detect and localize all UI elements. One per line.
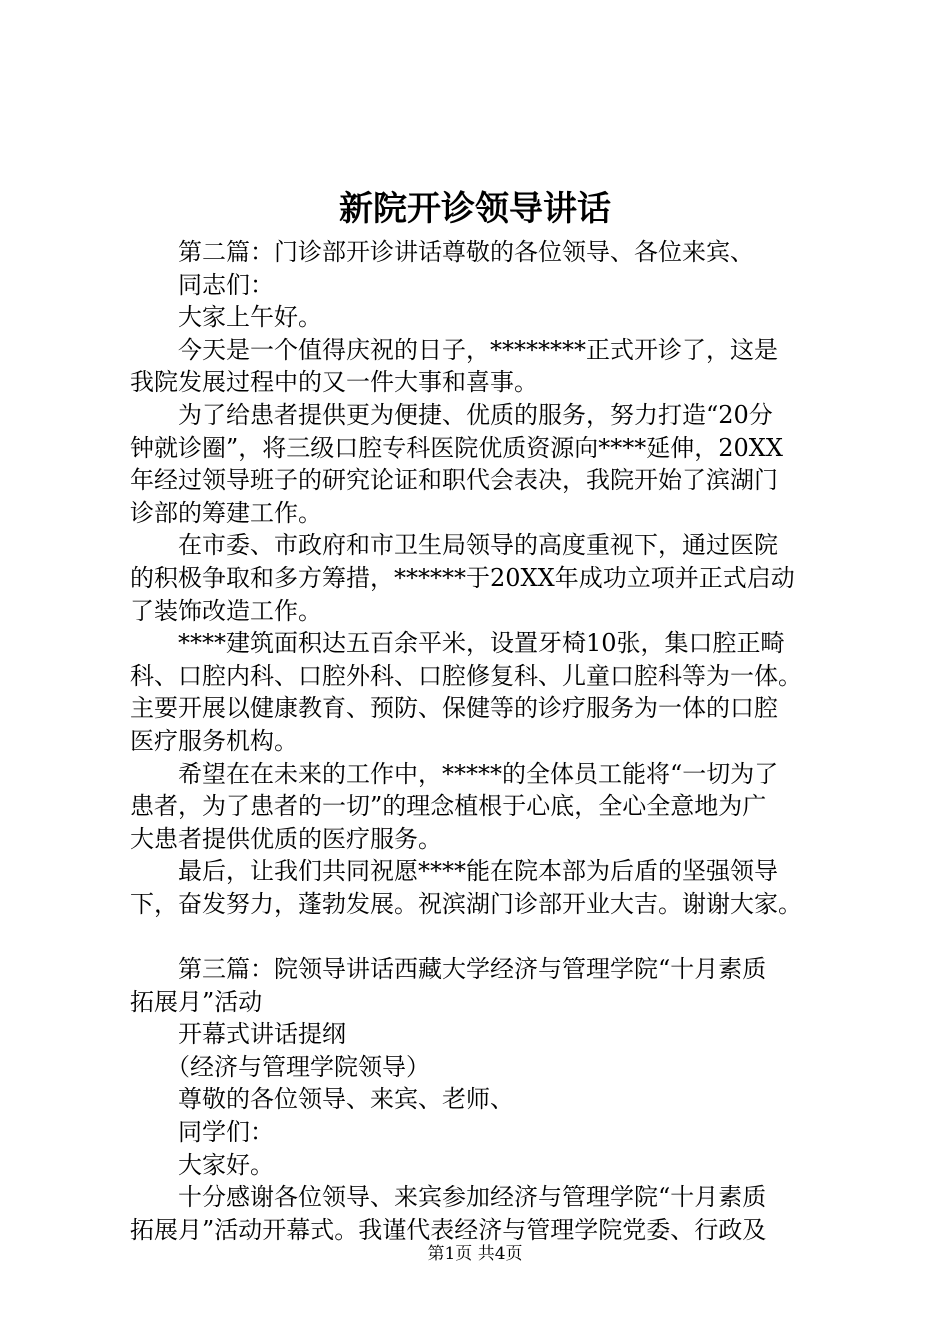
document-body xyxy=(130,236,830,1246)
text-line: 十分感谢各位领导、来宾参加经济与管理学院“十月素质 xyxy=(130,1183,767,1212)
text-line: 大家上午好。 xyxy=(130,303,322,332)
text-line: 大家好。 xyxy=(130,1150,274,1179)
text-line: 大患者提供优质的医疗服务。 xyxy=(130,824,442,853)
text-line: 我院发展过程中的又一件大事和喜事。 xyxy=(130,368,538,397)
text-line: 今天是一个值得庆祝的日子，********正式开诊了，这是 xyxy=(130,335,778,364)
text-line: 最后，让我们共同祝愿****能在院本部为后盾的坚强领导 xyxy=(130,857,778,886)
text-line: 开幕式讲话提纲 xyxy=(130,1020,346,1049)
text-line: 希望在在未来的工作中，*****的全体员工能将“一切为了 xyxy=(130,759,779,788)
text-line: 患者，为了患者的一切”的理念植根于心底，全心全意地为广 xyxy=(130,792,767,821)
text-line: 拓展月”活动开幕式。我谨代表经济与管理学院党委、行政及 xyxy=(130,1215,767,1244)
text-line: 第二篇：门诊部开诊讲话尊敬的各位领导、各位来宾、 xyxy=(130,238,754,266)
text-line: 科、口腔内科、口腔外科、口腔修复科、儿童口腔科等为一体。 xyxy=(130,661,802,690)
text-line: 第三篇：院领导讲话西藏大学经济与管理学院“十月素质 xyxy=(130,955,767,984)
text-line: 拓展月”活动 xyxy=(130,987,263,1016)
paragraph-gap xyxy=(130,920,830,953)
text-line: （经济与管理学院领导） xyxy=(130,1052,430,1081)
text-line: 年经过领导班子的研究论证和职代会表决，我院开始了滨湖门 xyxy=(130,466,778,495)
text-line: 同志们： xyxy=(130,270,274,299)
text-line: 为了给患者提供更为便捷、优质的服务，努力打造“20分 xyxy=(130,400,773,429)
text-line: 医疗服务机构。 xyxy=(130,726,298,755)
document-title: 新院开诊领导讲话 xyxy=(339,189,611,229)
text-line: ****建筑面积达五百余平米，设置牙椅10张，集口腔正畸 xyxy=(130,629,785,658)
text-line: 尊敬的各位领导、来宾、老师、 xyxy=(130,1085,514,1114)
text-line: 下，奋发努力，蓬勃发展。祝滨湖门诊部开业大吉。谢谢大家。 xyxy=(130,889,802,918)
text-line: 主要开展以健康教育、预防、保健等的诊疗服务为一体的口腔 xyxy=(130,694,778,723)
text-line: 在市委、市政府和市卫生局领导的高度重视下，通过医院 xyxy=(130,531,778,560)
text-line: 同学们： xyxy=(130,1118,274,1147)
text-line: 钟就诊圈”，将三级口腔专科医院优质资源向****延伸，20XX xyxy=(130,433,783,462)
page-footer: 第1页 共4页 xyxy=(427,1244,523,1264)
text-line: 诊部的筹建工作。 xyxy=(130,498,322,527)
text-line: 了装饰改造工作。 xyxy=(130,596,322,625)
text-line: 的积极争取和多方筹措，******于20XX年成功立项并正式启动 xyxy=(130,563,795,592)
